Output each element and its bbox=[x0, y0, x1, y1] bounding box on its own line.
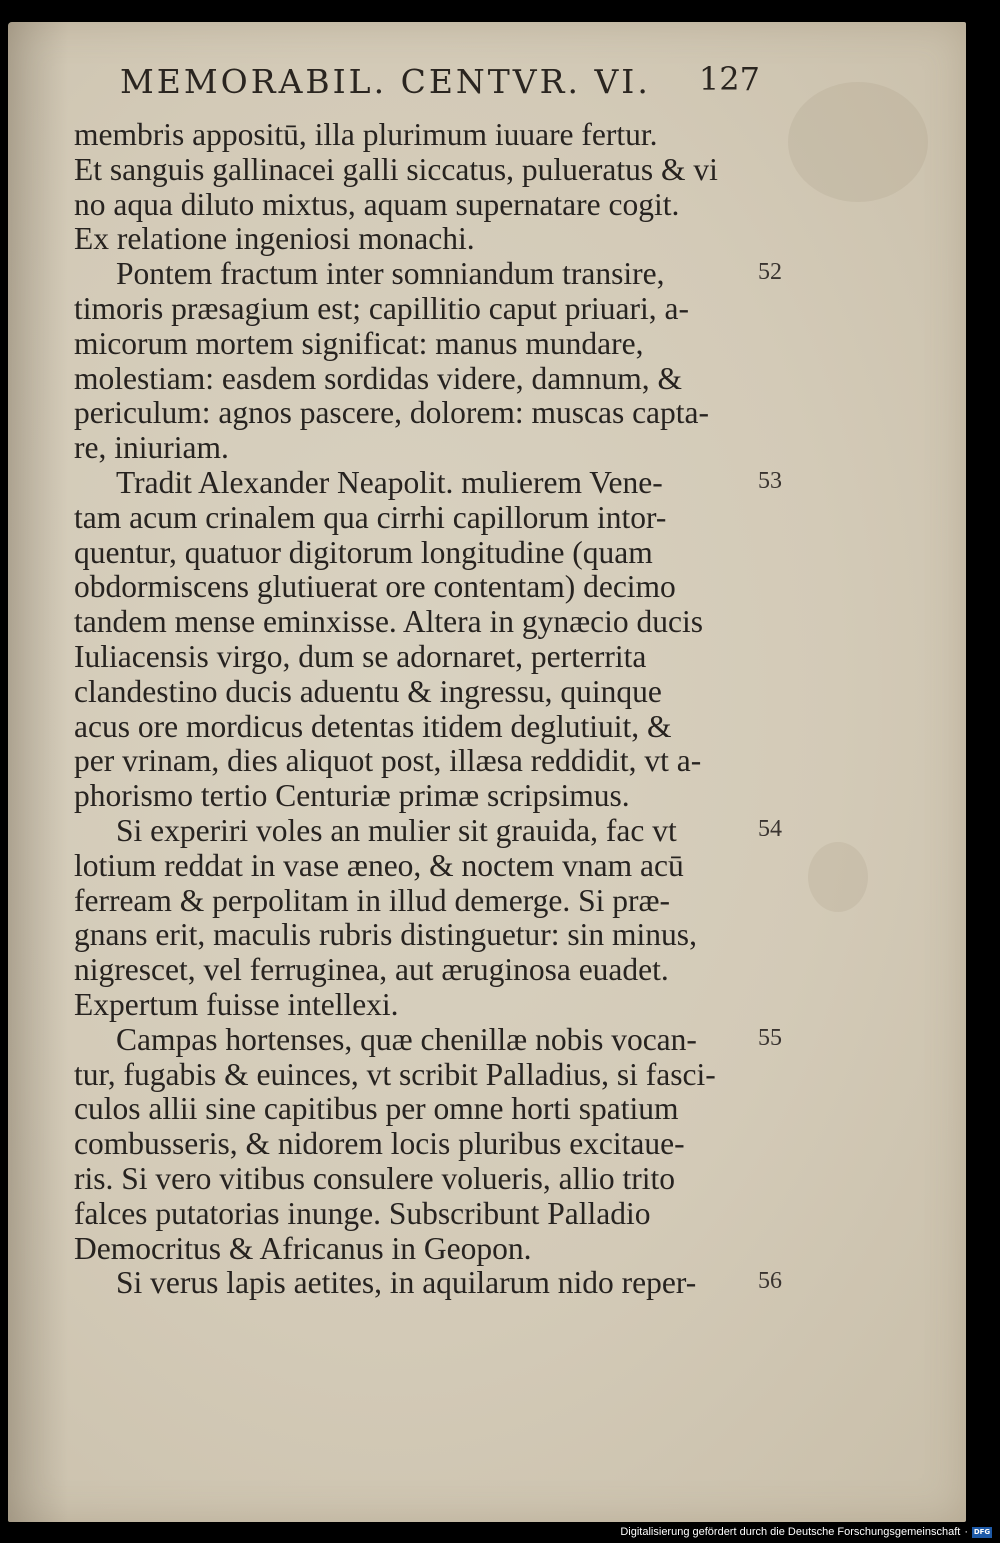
text-line: Si experiri voles an mulier sit grauida, fac vt bbox=[116, 812, 677, 848]
text-line: tur, fugabis & euinces, vt scribit Palladius, si fasci- bbox=[74, 1056, 716, 1092]
text-line: Campas hortenses, quæ chenillæ nobis vocan- bbox=[116, 1021, 697, 1057]
marginal-number: 54 bbox=[758, 816, 782, 842]
text-line: falces putatorias inunge. Subscribunt Palladio bbox=[74, 1195, 651, 1231]
dfg-logo-icon: DFG bbox=[973, 1527, 991, 1536]
text-line: nigrescet, vel ferruginea, aut æruginosa euadet. bbox=[74, 952, 669, 988]
body-text bbox=[74, 118, 774, 1301]
footer-credit-text: Digitalisierung gefördert durch die Deutsche Forschungsgemeinschaft bbox=[620, 1526, 961, 1538]
text-line: lotium reddat in vase æneo, & noctem vnam acū bbox=[74, 847, 684, 883]
text-line: membris appositū, illa plurimum iuuare fertur. bbox=[74, 117, 658, 152]
text-line: per vrinam, dies aliquot post, illæsa reddidit, vt a- bbox=[74, 743, 702, 779]
text-line: tam acum crinalem qua cirrhi capillorum intor- bbox=[74, 499, 667, 535]
text-line: Ex relatione ingeniosi monachi. bbox=[74, 221, 475, 257]
text-line: molestiam: easdem sordidas videre, damnum, & bbox=[74, 360, 682, 396]
footer-credit: Digitalisierung gefördert durch die Deutsche Forschungsgemeinschaft · DFG bbox=[620, 1526, 991, 1538]
text-line: Et sanguis gallinacei galli siccatus, pulueratus & vi bbox=[74, 151, 718, 187]
running-head: MEMORABIL. CENTVR. VI. bbox=[120, 62, 651, 101]
text-line: Democritus & Africanus in Geopon. bbox=[74, 1230, 532, 1266]
text-line: ris. Si vero vitibus consulere volueris, allio trito bbox=[74, 1160, 676, 1196]
marginal-number: 53 bbox=[758, 468, 782, 494]
text-line: clandestino ducis aduentu & ingressu, quinque bbox=[74, 673, 662, 709]
text-line: no aqua diluto mixtus, aquam supernatare cogit. bbox=[74, 186, 680, 222]
paper-stain bbox=[808, 842, 868, 912]
text-line: gnans erit, maculis rubris distinguetur: sin minus, bbox=[74, 917, 697, 953]
text-line: obdormiscens glutiuerat ore contentam) decimo bbox=[74, 569, 676, 605]
page-number: 127 bbox=[698, 60, 760, 98]
text-line: acus ore mordicus detentas itidem deglutiuit, & bbox=[74, 708, 672, 744]
text-line: ferream & perpolitam in illud demerge. Si præ- bbox=[74, 882, 671, 918]
text-line: Tradit Alexander Neapolit. mulierem Vene- bbox=[116, 464, 663, 500]
book-page bbox=[8, 22, 966, 1522]
text-line: periculum: agnos pascere, dolorem: muscas captа- bbox=[74, 395, 710, 431]
marginal-number: 52 bbox=[758, 259, 782, 286]
marginal-number: 55 bbox=[758, 1024, 782, 1051]
text-line: Si verus lapis aetites, in aquilarum nido reper- bbox=[116, 1265, 697, 1301]
text-line: Expertum fuisse intellexi. bbox=[74, 986, 399, 1022]
paper-stain bbox=[788, 82, 928, 202]
text-line: combusseris, & nidorem locis pluribus excitaue- bbox=[74, 1126, 685, 1162]
text-line: re, iniuriam. bbox=[74, 430, 229, 466]
text-line: phorismo tertio Centuriæ primæ scripsimus. bbox=[74, 778, 630, 814]
text-line: timoris præsagium est; capillitio caput priuari, a- bbox=[74, 290, 689, 326]
text-line: culos allii sine capitibus per omne horti spatium bbox=[74, 1091, 679, 1127]
page-header bbox=[120, 56, 760, 116]
text-line: micorum mortem significat: manus mundare, bbox=[74, 325, 644, 361]
text-line: Iuliacensis virgo, dum se adornaret, perterrita bbox=[74, 638, 647, 674]
marginal-number: 56 bbox=[758, 1268, 782, 1295]
text-line: tandem mense eminxisse. Altera in gynæcio ducis bbox=[74, 604, 704, 640]
text-line: quentur, quatuor digitorum longitudine (quam bbox=[74, 534, 653, 570]
text-line: Pontem fractum inter somniandum transire, bbox=[116, 256, 665, 292]
